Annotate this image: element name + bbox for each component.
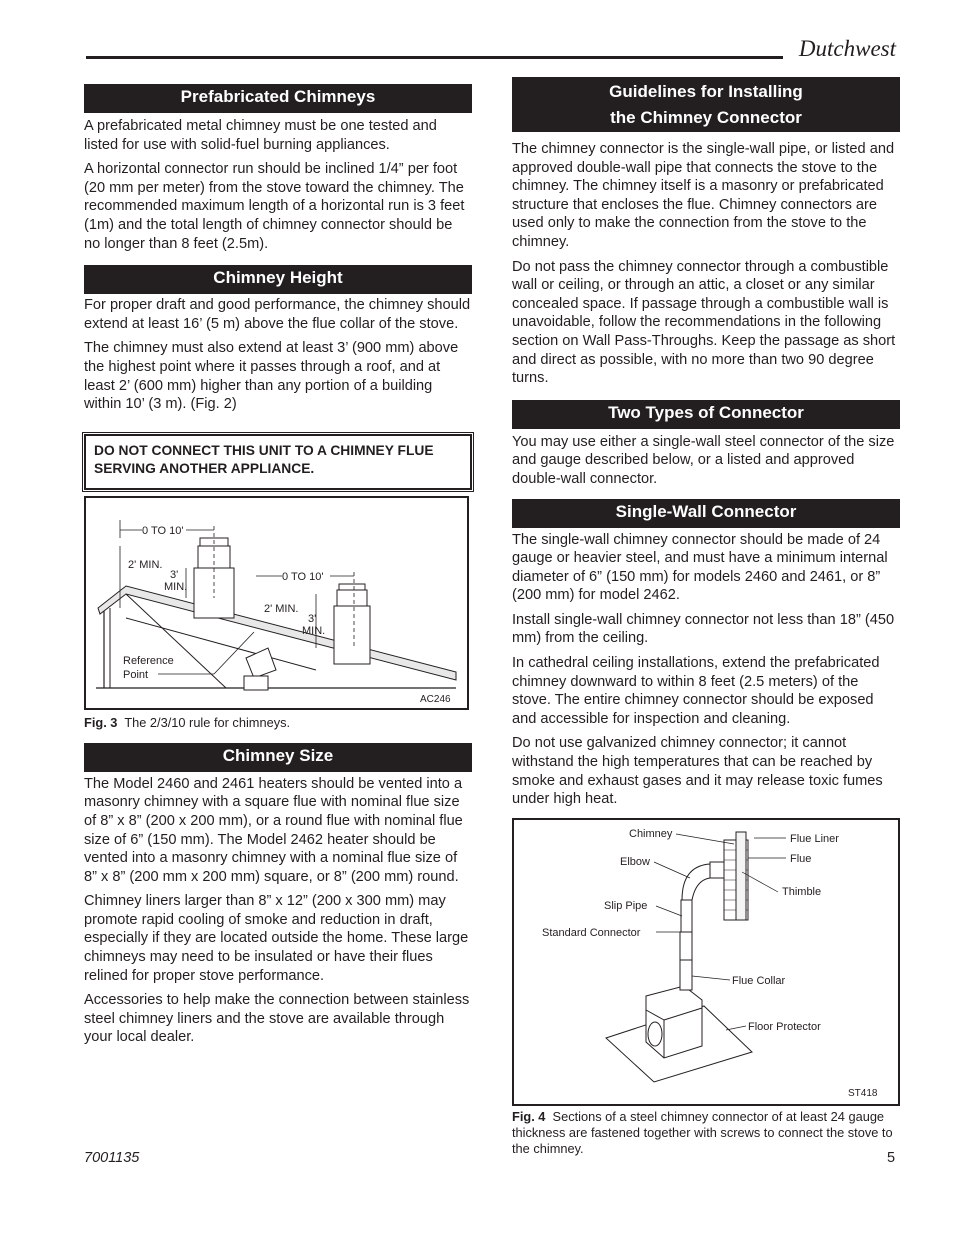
fig3-label: 2' MIN. [128,558,163,571]
fig3-label: 3' [170,568,179,581]
figure-4-caption [512,1109,900,1157]
fig3-label: 3' [308,612,317,625]
right-column [512,77,900,1157]
fig3-label: Reference [123,654,174,667]
warning-box: DO NOT CONNECT THIS UNIT TO A CHIMNEY FLUE SERVING ANOTHER APPLIANCE. [84,434,472,490]
paragraph: You may use either a single-wall steel connector of the size and gauge described below, or a listed and approved double-wall connector. [512,433,895,487]
paragraph: Do not use galvanized chimney connector; it cannot withstand the high temperatures that can be reached by smoke and exhaust gases and it may release toxic fumes under high heat. [512,735,883,808]
figure-3-caption [84,715,472,731]
section-heading-types: Two Types of Connector [512,400,900,429]
fig3-label: 0 TO 10' [142,524,184,537]
caption-label: Fig. 4 [512,1108,546,1124]
paragraph: For proper draft and good performance, the chimney should extend at least 16’ (5 m) above the flue collar of the stove. [84,297,471,332]
fig4-code: ST418 [848,1087,878,1099]
fig3-label: Point [123,668,149,681]
caption-label: Fig. 3 [84,714,118,730]
paragraph: The chimney connector is the single-wall pipe, or listed and approved double-wall pipe that connects the stove to the chimney. The chimney itself is a masonry or prefabricated structure that encloses the flue. Chimney connectors are used only to make the connection from the stove to the chimney. [512,141,895,250]
figure-4 [512,818,900,1106]
fig3-label: 2' MIN. [264,602,299,615]
section-heading-size: Chimney Size [84,743,472,772]
brand-name: Dutchwest [798,36,896,61]
caption-text: The 2/3/10 rule for chimneys. [124,714,291,730]
paragraph: Accessories to help make the connection between stainless steel chimney liners and the stove are available through your local dealer. [84,992,470,1046]
paragraph: Chimney liners larger than 8” x 12” (200 x 300 mm) may promote rapid cooling of smoke and reduction in draft, especially if they are located outside the home. These large chimneys may need to be insulated or have their flues relined for proper stove performance. [84,893,469,984]
figure-3 [84,496,469,710]
paragraph: The single-wall chimney connector should be made of 24 gauge or heavier steel, and must have a minimum internal diameter of 6” (150 mm) for models 2460 and 2461, or 8” (200 mm) for model 2462. [512,531,888,604]
fig3-label: MIN. [302,624,326,637]
fig4-label: Standard Connector [542,926,641,939]
fig4-label: Thimble [782,885,822,898]
section-heading-guidelines [512,77,900,132]
paragraph: A prefabricated metal chimney must be one tested and listed for use with solid-fuel burning appliances. [84,118,437,153]
fig4-label: Flue Liner [790,832,839,845]
paragraph: In cathedral ceiling installations, extend the prefabricated chimney downward to within 8 feet (2.5 meters) of the stove. The entire chimney connector should be exposed and accessible for inspection and cleaning. [512,655,880,727]
fig4-label: Chimney [629,827,673,840]
page-number: 5 [887,1150,896,1166]
fig4-label: Slip Pipe [604,899,648,912]
connector-diagram [514,820,898,1104]
fig3-label: MIN. [164,580,188,593]
left-column [84,84,472,1047]
paragraph: The chimney must also extend at least 3’ (900 mm) above the highest point where it passes through a roof, and at least 2’ (600 mm) higher than any portion of a building within 10’ (3 m). (Fig. 2) [84,340,459,413]
heading-line: the Chimney Connector [610,108,802,127]
paragraph: A horizontal connector run should be inclined 1/4” per foot (20 mm per meter) from the stove toward the chimney. The recommended maximum length of a horizontal run is 3 feet (1m) and the total length of chimney connector should be no longer than 8 feet (2.5m). [84,161,465,252]
caption-text: Sections of a steel chimney connector of at least 24 gauge thickness are fastened together with screws to connect the stove to the chimney. [512,1108,893,1156]
header-rule [86,56,783,59]
document-number: 7001135 [84,1150,140,1166]
section-heading-height: Chimney Height [84,265,472,294]
paragraph: The Model 2460 and 2461 heaters should be vented into a masonry chimney with a square flue with nominal flue size of 8” x 8” (200 x 200 mm), or a round flue with nominal flue size of 6” (150 mm). The Model 2462 heater should be vented into a masonry chimney with a nominal flue size of 8” x 8” (200 mm x 200 mm) square, or 8” (200 mm) round. [84,775,463,885]
fig4-label: Floor Protector [748,1020,821,1033]
paragraph: Do not pass the chimney connector through a combustible wall or ceiling, or through an attic, a closet or any similar concealed space. If passage through a combustible wall is unavoidable, follow the recommendations in the following section on Wall Pass-Throughs. Keep the passage as short and direct as possible, with no more than two 90 degree turns. [512,258,896,387]
paragraph: Install single-wall chimney connector not less than 18” (450 mm) from the ceiling. [512,611,895,647]
fig4-label: Elbow [620,855,650,868]
section-heading-single: Single-Wall Connector [512,499,900,528]
fig3-code: AC246 [420,693,451,705]
fig4-label: Flue Collar [732,974,786,987]
heading-line: Guidelines for Installing [609,82,803,101]
fig3-label: 0 TO 10' [282,570,324,583]
section-heading-prefab: Prefabricated Chimneys [84,84,472,113]
chimney-rule-diagram [86,498,467,708]
fig4-label: Flue [790,852,812,865]
